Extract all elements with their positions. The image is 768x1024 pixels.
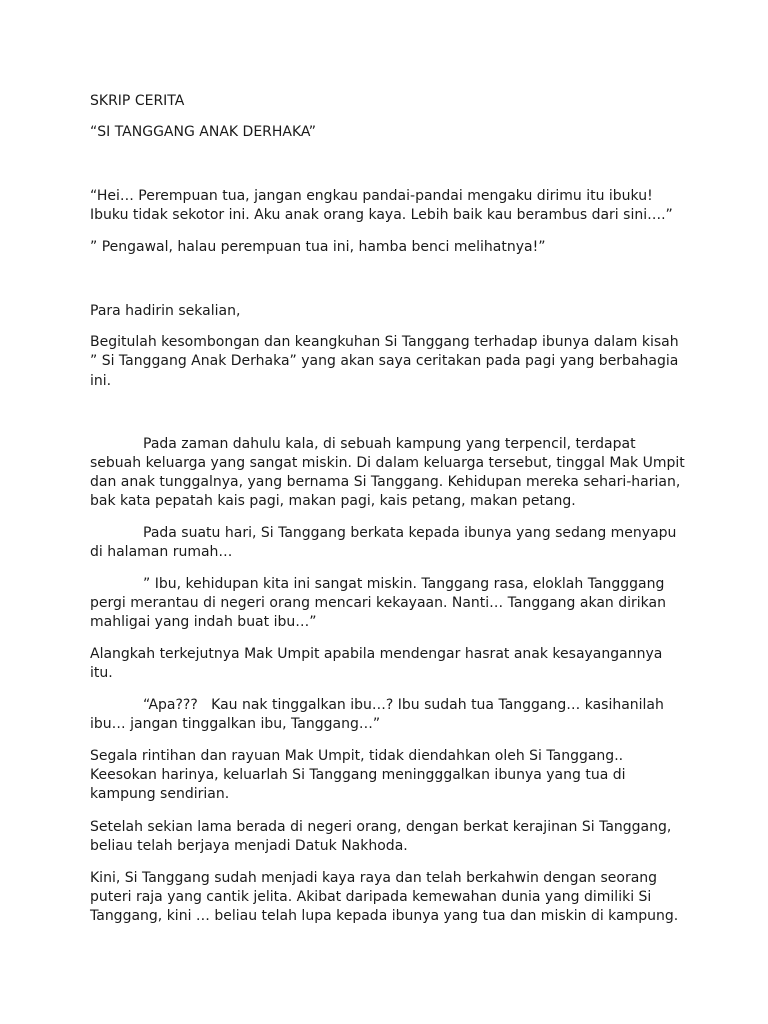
text-line: bak kata pepatah kais pagi, makan pagi, kais petang, makan petang. [90,493,576,509]
text-line: itu. [90,665,113,681]
text-line: ini. [90,373,112,389]
text-line: Pada suatu hari, Si Tanggang berkata kepada ibunya yang sedang menyapu [143,525,677,541]
text-line: “Hei… Perempuan tua, jangan engkau pandai-pandai mengaku dirimu itu ibuku! [90,188,653,204]
text-line: Setelah sekian lama berada di negeri orang, dengan berkat kerajinan Si Tanggang, [90,819,672,835]
text-line: kampung sendirian. [90,786,230,802]
text-line: Kini, Si Tanggang sudah menjadi kaya raya dan telah berkahwin dengan seorang [90,870,658,886]
text-line: Tanggang, kini … beliau telah lupa kepada ibunya yang tua dan miskin di kampung. [90,908,679,924]
text-line: Begitulah kesombongan dan keangkuhan Si Tanggang terhadap ibunya dalam kisah [90,334,679,350]
text-line: Alangkah terkejutnya Mak Umpit apabila mendengar hasrat anak kesayangannya [90,646,663,662]
text-line: ibu… jangan tinggalkan ibu, Tanggang…” [90,716,381,732]
story-title: “SI TANGGANG ANAK DERHAKA” [90,124,317,140]
text-line: dan anak tunggalnya, yang bernama Si Tanggang. Kehidupan mereka sehari-harian, [90,474,681,490]
text-line: sebuah keluarga yang sangat miskin. Di dalam keluarga tersebut, tinggal Mak Umpit [90,455,685,471]
text-line: Pada zaman dahulu kala, di sebuah kampung yang terpencil, terdapat [143,436,636,452]
script-label: SKRIP CERITA [90,93,185,109]
text-line: beliau telah berjaya menjadi Datuk Nakhoda. [90,838,408,854]
text-line: Keesokan harinya, keluarlah Si Tanggang meningggalkan ibunya yang tua di [90,767,626,783]
text-line: ” Si Tanggang Anak Derhaka” yang akan saya ceritakan pada pagi yang berbahagia [90,353,679,369]
text-line: ” Pengawal, halau perempuan tua ini, hamba benci melihatnya!” [90,239,546,255]
text-line: mahligai yang indah buat ibu…” [90,614,317,630]
text-line: “Apa??? Kau nak tinggalkan ibu…? Ibu sudah tua Tanggang… kasihanilah [143,697,664,713]
text-line: Segala rintihan dan rayuan Mak Umpit, tidak diendahkan oleh Si Tanggang.. [90,748,624,764]
text-line: pergi merantau di negeri orang mencari kekayaan. Nanti… Tanggang akan dirikan [90,595,666,611]
text-line: puteri raja yang cantik jelita. Akibat daripada kemewahan dunia yang dimiliki Si [90,889,652,905]
text-line: di halaman rumah… [90,544,233,560]
text-line: ” Ibu, kehidupan kita ini sangat miskin. Tanggang rasa, eloklah Tangggang [143,576,665,592]
text-line: Para hadirin sekalian, [90,303,241,319]
text-line: Ibuku tidak sekotor ini. Aku anak orang kaya. Lebih baik kau berambus dari sini….” [90,207,673,223]
